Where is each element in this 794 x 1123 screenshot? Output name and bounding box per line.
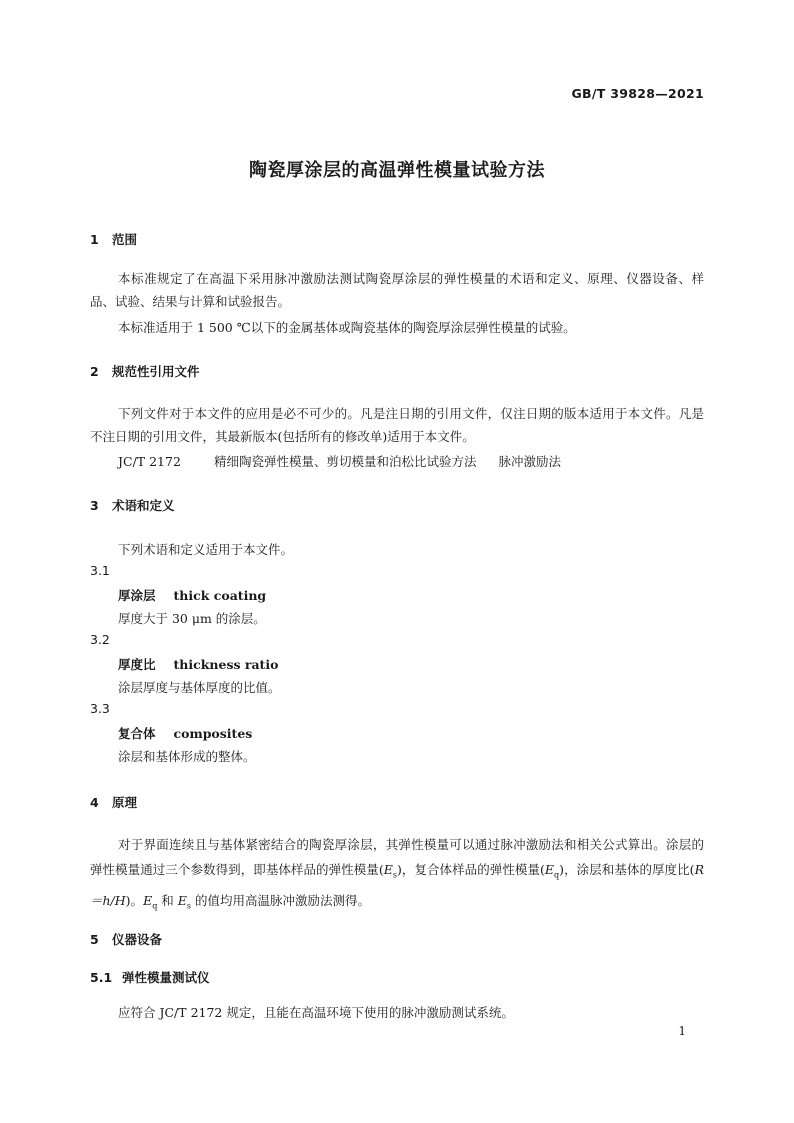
subsection-5-1-heading	[90, 968, 210, 986]
term-english: composites	[173, 726, 253, 741]
section-number: 5	[90, 932, 99, 947]
section-title: 规范性引用文件	[112, 364, 200, 379]
subsection-title: 弹性模量测试仪	[122, 970, 210, 985]
term-entry	[118, 586, 266, 604]
term-definition: 涂层和基体形成的整体。	[118, 749, 256, 764]
section-number: 2	[90, 364, 99, 379]
reference-title-part: 脉冲激励法	[498, 454, 562, 469]
symbol-subscript: q	[554, 870, 560, 880]
reference-code: JC/T 2172	[118, 454, 181, 469]
term-number: 3.3	[90, 701, 110, 716]
term-entry	[118, 655, 278, 673]
text-run: )。	[125, 892, 144, 908]
term-chinese: 复合体	[118, 726, 156, 741]
term-chinese: 厚涂层	[118, 588, 156, 603]
term-english: thick coating	[173, 588, 267, 603]
section-title: 范围	[112, 232, 138, 247]
text-run: 和	[157, 892, 178, 908]
document-title: 陶瓷厚涂层的高温弹性模量试验方法	[249, 160, 545, 181]
term-number: 3.2	[90, 632, 110, 647]
symbol-subscript: s	[392, 870, 397, 880]
term-definition: 厚度大于 30 μm 的涂层。	[118, 611, 266, 626]
standard-number: GB/T 39828—2021	[571, 86, 704, 101]
symbol-e: E	[383, 862, 393, 877]
section-3-heading	[90, 496, 175, 514]
symbol-subscript: s	[186, 901, 191, 910]
term-entry	[118, 724, 252, 742]
section-2-heading	[90, 362, 200, 380]
section-number: 3	[90, 498, 99, 513]
text-run: 对于界面连续且与基体紧密结合的陶瓷厚涂层，其弹性模量可以通过脉冲激励法和相关公式算出。涂层的弹性模量通过三个参数得到，即基体样品的弹性模量(	[90, 837, 704, 877]
section-2-paragraph-1: 下列文件对于本文件的应用是必不可少的。凡是注日期的引用文件，仅注日期的版本适用于本文件。凡是不注日期的引用文件，其最新版本(包括所有的修改单)适用于本文件。	[90, 406, 704, 444]
section-1-paragraph-2: 本标准适用于 1 500 ℃以下的金属基体或陶瓷基体的陶瓷厚涂层弹性模量的试验。	[118, 320, 576, 335]
section-number: 1	[90, 232, 99, 247]
section-1-paragraph-1: 本标准规定了在高温下采用脉冲激励法测试陶瓷厚涂层的弹性模量的术语和定义、原理、仪器设备、样品、试验、结果与计算和试验报告。	[90, 271, 704, 309]
terms-intro: 下列术语和定义适用于本文件。	[118, 542, 294, 557]
section-title: 仪器设备	[112, 932, 163, 947]
section-number: 4	[90, 795, 99, 810]
section-1-heading	[90, 230, 137, 248]
term-number: 3.1	[90, 563, 110, 578]
term-definition: 涂层厚度与基体厚度的比值。	[118, 680, 281, 695]
text-run: 的值均用高温脉冲激励法测得。	[191, 892, 370, 908]
text-run: )，复合体样品的弹性模量(	[396, 862, 545, 877]
text-run: )，涂层和基体的厚度比(	[559, 862, 695, 877]
symbol-e: E	[544, 862, 555, 877]
subsection-number: 5.1	[90, 970, 113, 985]
section-title: 原理	[112, 795, 138, 810]
page-number: 1	[678, 1024, 686, 1038]
normative-reference	[118, 452, 561, 470]
section-5-heading	[90, 930, 162, 948]
reference-title: 精细陶瓷弹性模量、剪切模量和泊松比试验方法	[214, 454, 477, 469]
term-english: thickness ratio	[173, 657, 279, 672]
symbol-e: E	[143, 892, 153, 908]
section-4-paragraph	[90, 832, 704, 918]
symbol-e: E	[177, 892, 187, 908]
symbol-subscript: q	[152, 901, 158, 910]
subsection-5-1-paragraph: 应符合 JC/T 2172 规定，且能在高温环境下使用的脉冲激励测试系统。	[118, 1005, 514, 1020]
term-chinese: 厚度比	[118, 657, 156, 672]
ratio-expression: R＝h/H	[90, 862, 704, 908]
section-4-heading	[90, 793, 137, 811]
section-title: 术语和定义	[112, 498, 175, 513]
